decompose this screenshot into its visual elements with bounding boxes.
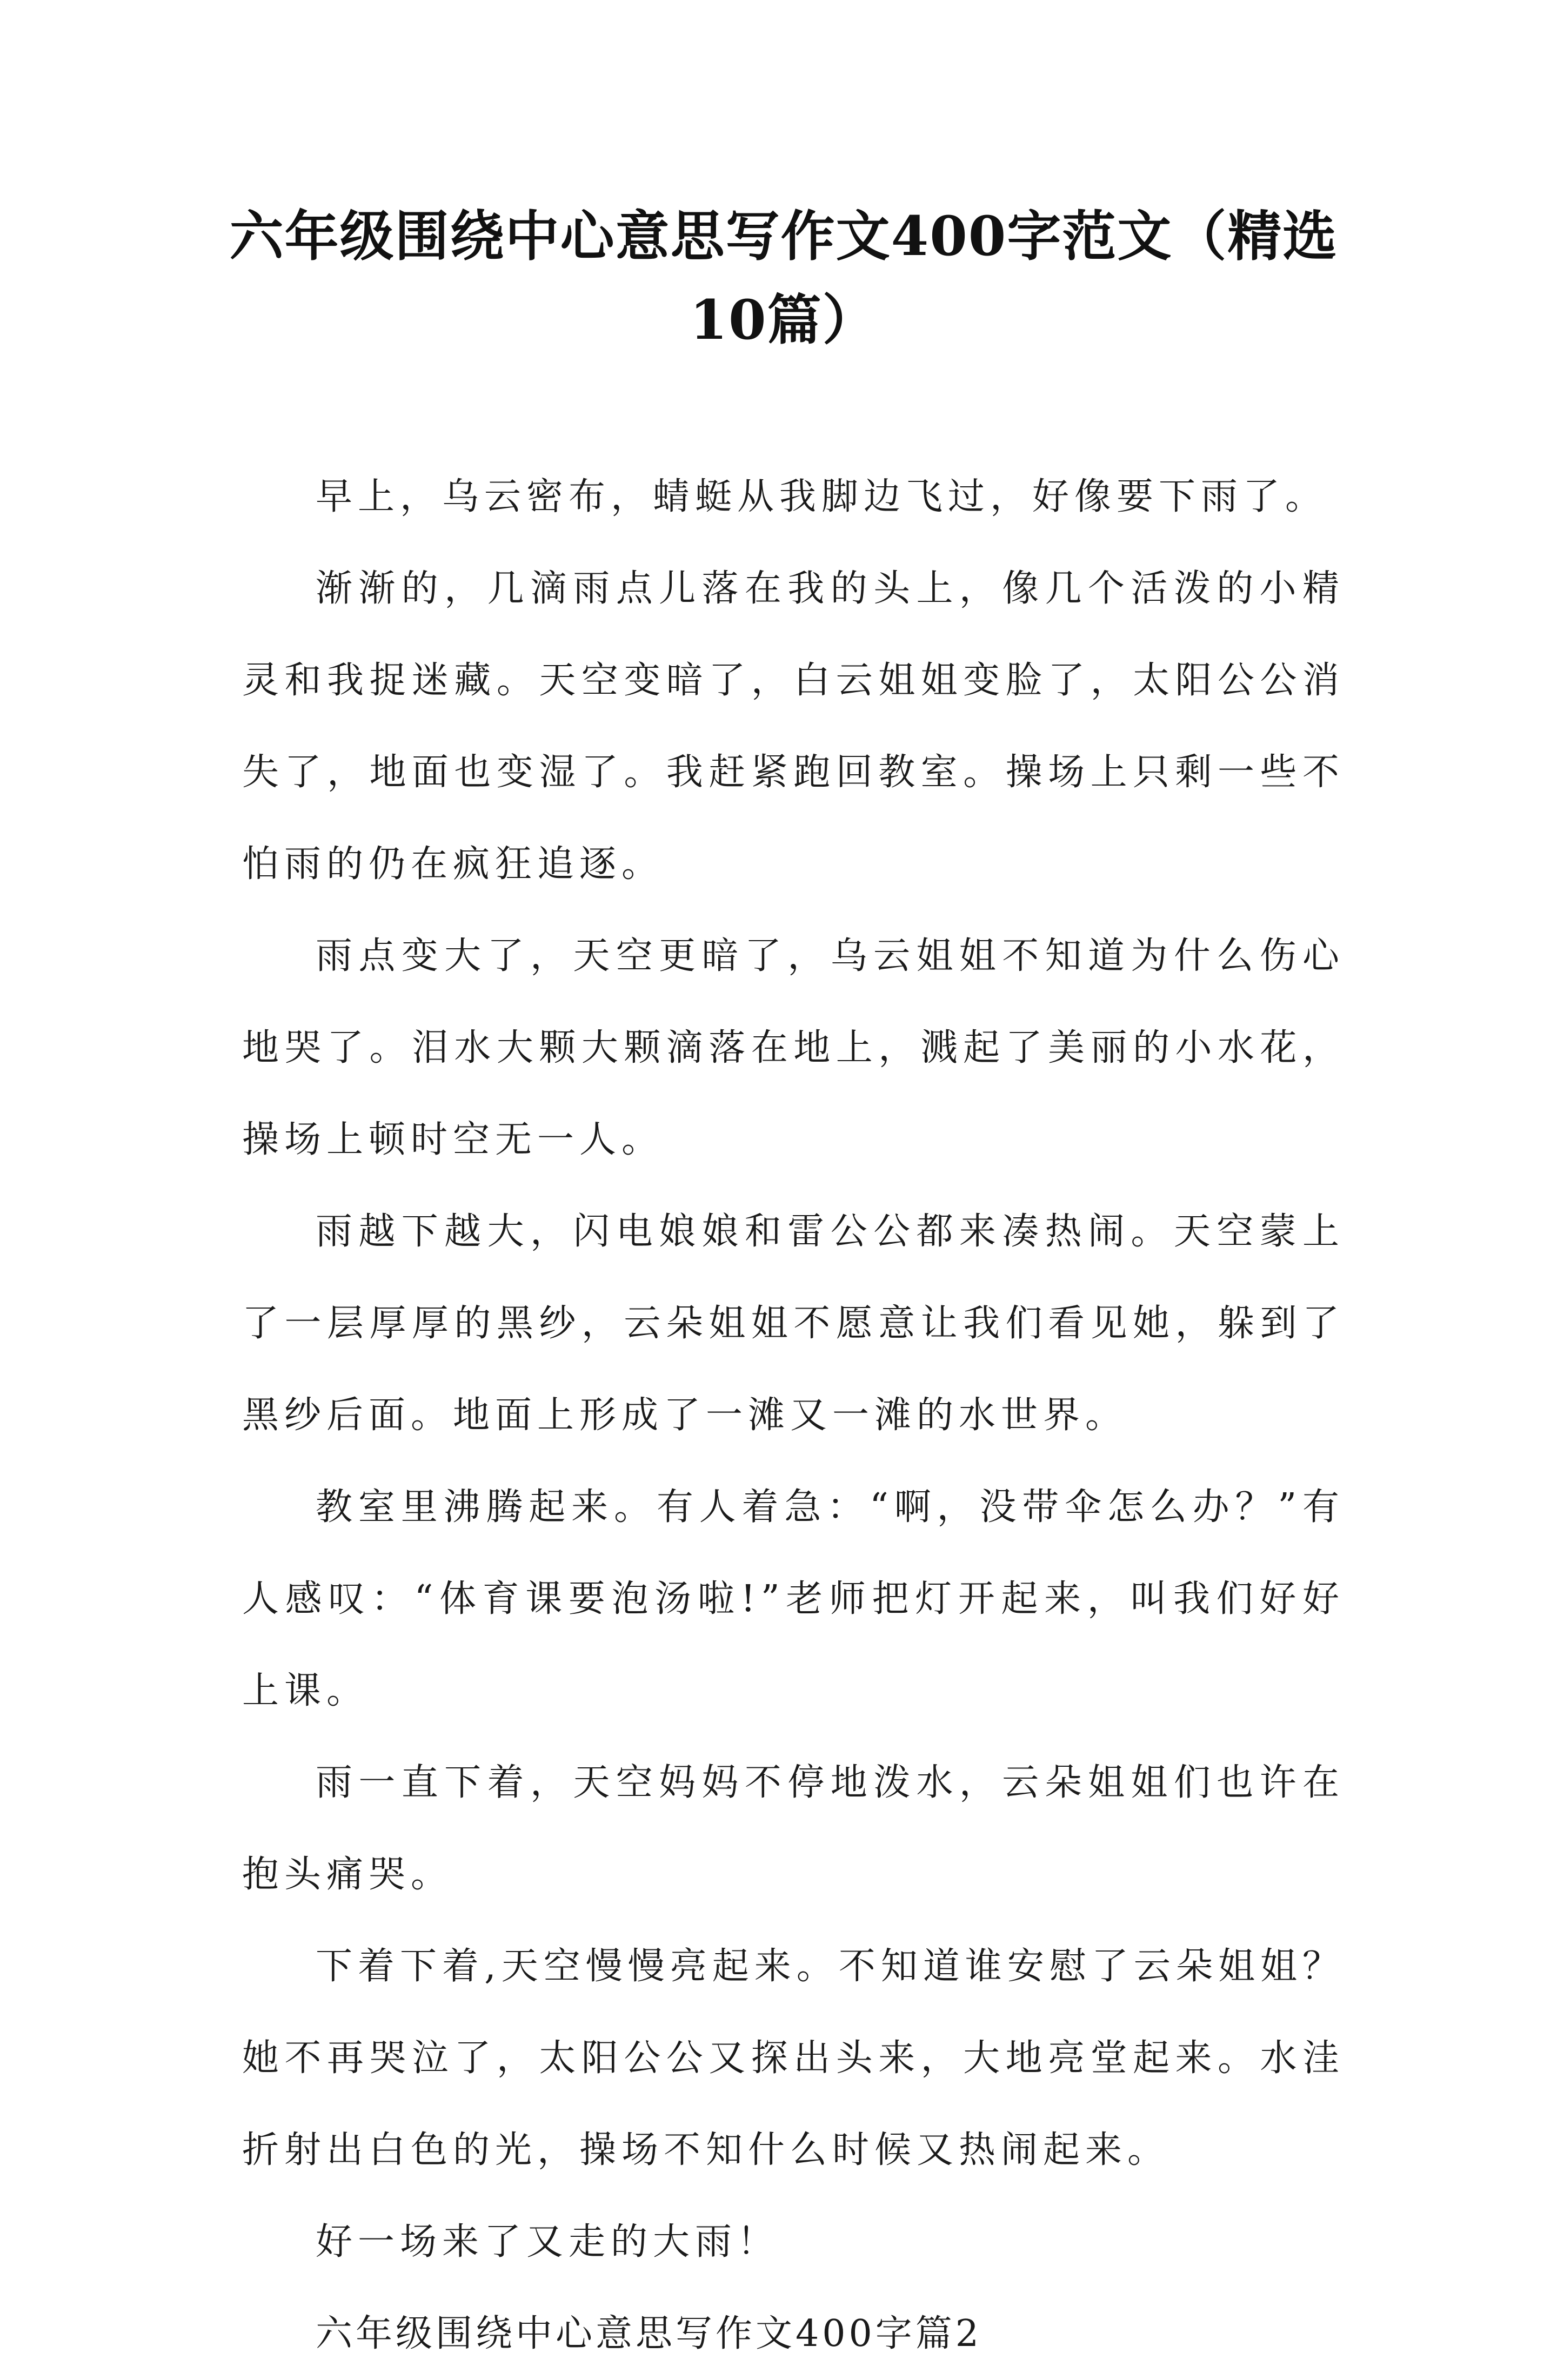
paragraph-1: 早上，乌云密布，蜻蜓从我脚边飞过，好像要下雨了。 bbox=[316, 475, 1328, 518]
paragraph-3: 雨点变大了，天空更暗了，乌云姐姐不知道为什么伤心地哭了。泪水大颗大颗滴落在地上，溅起了美丽的小水花，操场上顿时空无一人。 bbox=[242, 935, 1345, 1161]
paragraph-8: 好一场来了又走的大雨！ bbox=[316, 2221, 780, 2263]
document-body bbox=[242, 451, 1345, 2380]
paragraph-5: 教室里沸腾起来。有人着急：“啊，没带伞怎么办？”有人感叹：“体育课要泡汤啦!”老师把灯开起来，叫我们好好上课。 bbox=[242, 1486, 1345, 1712]
next-section-heading: 六年级围绕中心意思写作文400字篇2 bbox=[316, 2312, 982, 2355]
paragraph-4: 雨越下越大，闪电娘娘和雷公公都来凑热闹。天空蒙上了一层厚厚的黑纱，云朵姐姐不愿意让我们看见她，躲到了黑纱后面。地面上形成了一滩又一滩的水世界。 bbox=[242, 1210, 1345, 1437]
document-title: 六年级围绕中心意思写作文400字范文（精选10篇） bbox=[229, 204, 1338, 352]
paragraph-6: 雨一直下着，天空妈妈不停地泼水，云朵姐姐们也许在抱头痛哭。 bbox=[242, 1761, 1345, 1896]
paragraph-2: 渐渐的，几滴雨点儿落在我的头上，像几个活泼的小精灵和我捉迷藏。天空变暗了，白云姐姐变脸了，太阳公公消失了，地面也变湿了。我赶紧跑回教室。操场上只剩一些不怕雨的仍在疯狂追逐。 bbox=[242, 567, 1345, 886]
paragraph-7: 下着下着,天空慢慢亮起来。不知道谁安慰了云朵姐姐？她不再哭泣了，太阳公公又探出头来，大地亮堂起来。水洼折射出白色的光，操场不知什么时候又热闹起来。 bbox=[242, 1945, 1345, 2171]
